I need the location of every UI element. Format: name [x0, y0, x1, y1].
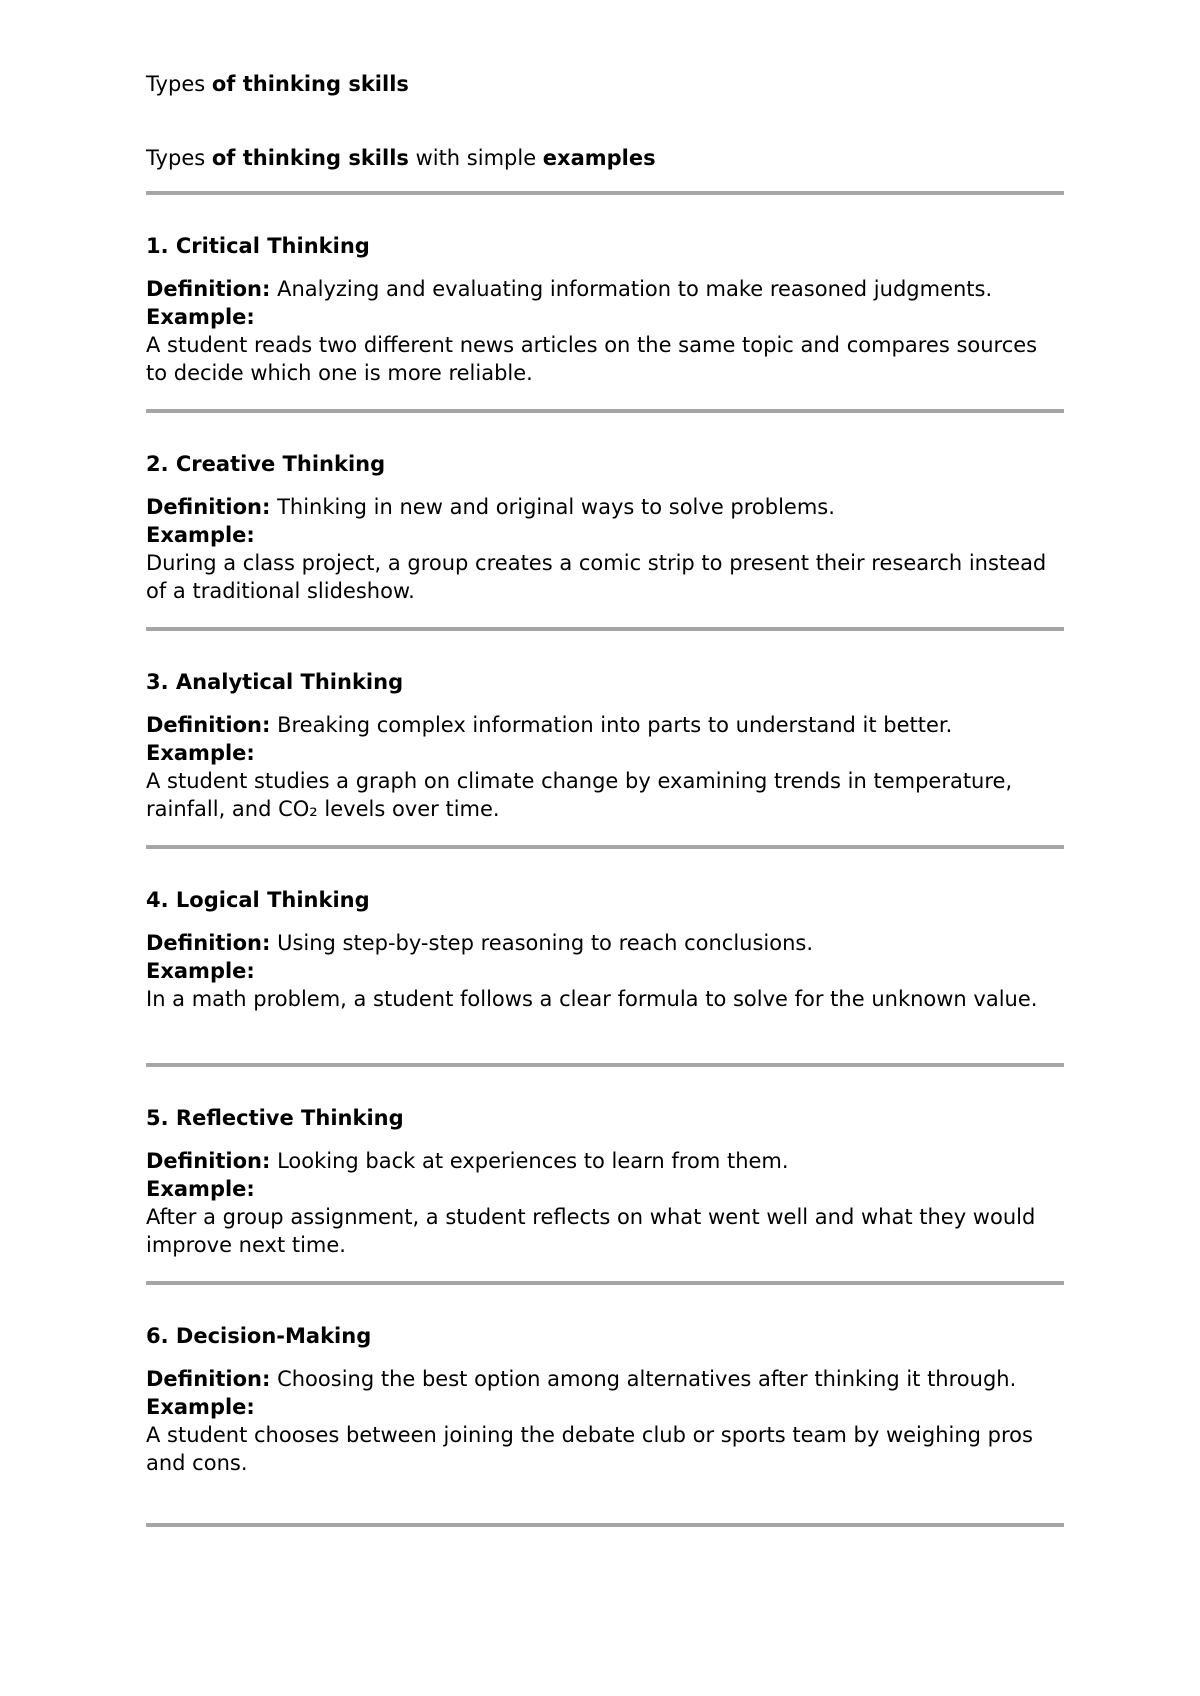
- definition-text: Breaking complex information into parts to understand it better.: [270, 713, 953, 737]
- skill-title: 2. Creative Thinking: [146, 452, 386, 476]
- skill-definition: [146, 493, 1064, 521]
- example-text: A student reads two different news articles on the same topic and compares sources to decide which one is more reliable.: [146, 333, 1038, 385]
- example-label: Example:: [146, 1395, 255, 1419]
- title-bold: of thinking skills: [211, 72, 409, 96]
- title-normal: Types: [146, 72, 212, 96]
- skill-title: 3. Analytical Thinking: [146, 670, 404, 694]
- document-content: [146, 68, 1064, 1527]
- definition-label: Definition:: [146, 1367, 271, 1391]
- example-label: Example:: [146, 959, 255, 983]
- example-text: A student chooses between joining the debate club or sports team by weighing pros and cons.: [146, 1423, 1033, 1475]
- example-text: In a math problem, a student follows a clear formula to solve for the unknown value.: [146, 987, 1038, 1011]
- skill-section-critical-thinking: [146, 195, 1064, 409]
- skill-section-creative-thinking: [146, 413, 1064, 627]
- subtitle-part-4: examples: [542, 146, 656, 170]
- skill-title: 4. Logical Thinking: [146, 888, 370, 912]
- definition-text: Thinking in new and original ways to solve problems.: [270, 495, 835, 519]
- skill-title: 5. Reflective Thinking: [146, 1106, 404, 1130]
- example-label: Example:: [146, 523, 255, 547]
- definition-label: Definition:: [146, 277, 271, 301]
- example-label: Example:: [146, 1177, 255, 1201]
- horizontal-rule: [146, 1523, 1064, 1527]
- document-subtitle: [146, 142, 1064, 174]
- skill-definition: [146, 711, 1064, 739]
- skill-definition: [146, 1147, 1064, 1175]
- skill-definition: [146, 275, 1064, 303]
- example-text: A student studies a graph on climate change by examining trends in temperature, rainfall, and CO₂ levels over time.: [146, 769, 1013, 821]
- definition-label: Definition:: [146, 1149, 271, 1173]
- skill-definition: [146, 929, 1064, 957]
- skill-title: 6. Decision-Making: [146, 1324, 372, 1348]
- skill-section-decision-making: [146, 1285, 1064, 1523]
- example-text: After a group assignment, a student reflects on what went well and what they would improve next time.: [146, 1205, 1036, 1257]
- skill-section-logical-thinking: [146, 849, 1064, 1063]
- document-title: [146, 68, 1064, 100]
- subtitle-part-3: with simple: [408, 146, 543, 170]
- definition-label: Definition:: [146, 931, 271, 955]
- definition-text: Choosing the best option among alternatives after thinking it through.: [270, 1367, 1017, 1391]
- definition-text: Analyzing and evaluating information to make reasoned judgments.: [270, 277, 993, 301]
- example-label: Example:: [146, 741, 255, 765]
- example-label: Example:: [146, 305, 255, 329]
- skill-section-reflective-thinking: [146, 1067, 1064, 1281]
- definition-text: Looking back at experiences to learn from them.: [270, 1149, 789, 1173]
- skill-title: 1. Critical Thinking: [146, 234, 370, 258]
- definition-text: Using step-by-step reasoning to reach conclusions.: [270, 931, 814, 955]
- skill-definition: [146, 1365, 1064, 1393]
- definition-label: Definition:: [146, 713, 271, 737]
- example-text: During a class project, a group creates a comic strip to present their research instead of a traditional slideshow.: [146, 551, 1047, 603]
- skill-section-analytical-thinking: [146, 631, 1064, 845]
- subtitle-part-1: Types: [146, 146, 212, 170]
- subtitle-part-2: of thinking skills: [211, 146, 409, 170]
- definition-label: Definition:: [146, 495, 271, 519]
